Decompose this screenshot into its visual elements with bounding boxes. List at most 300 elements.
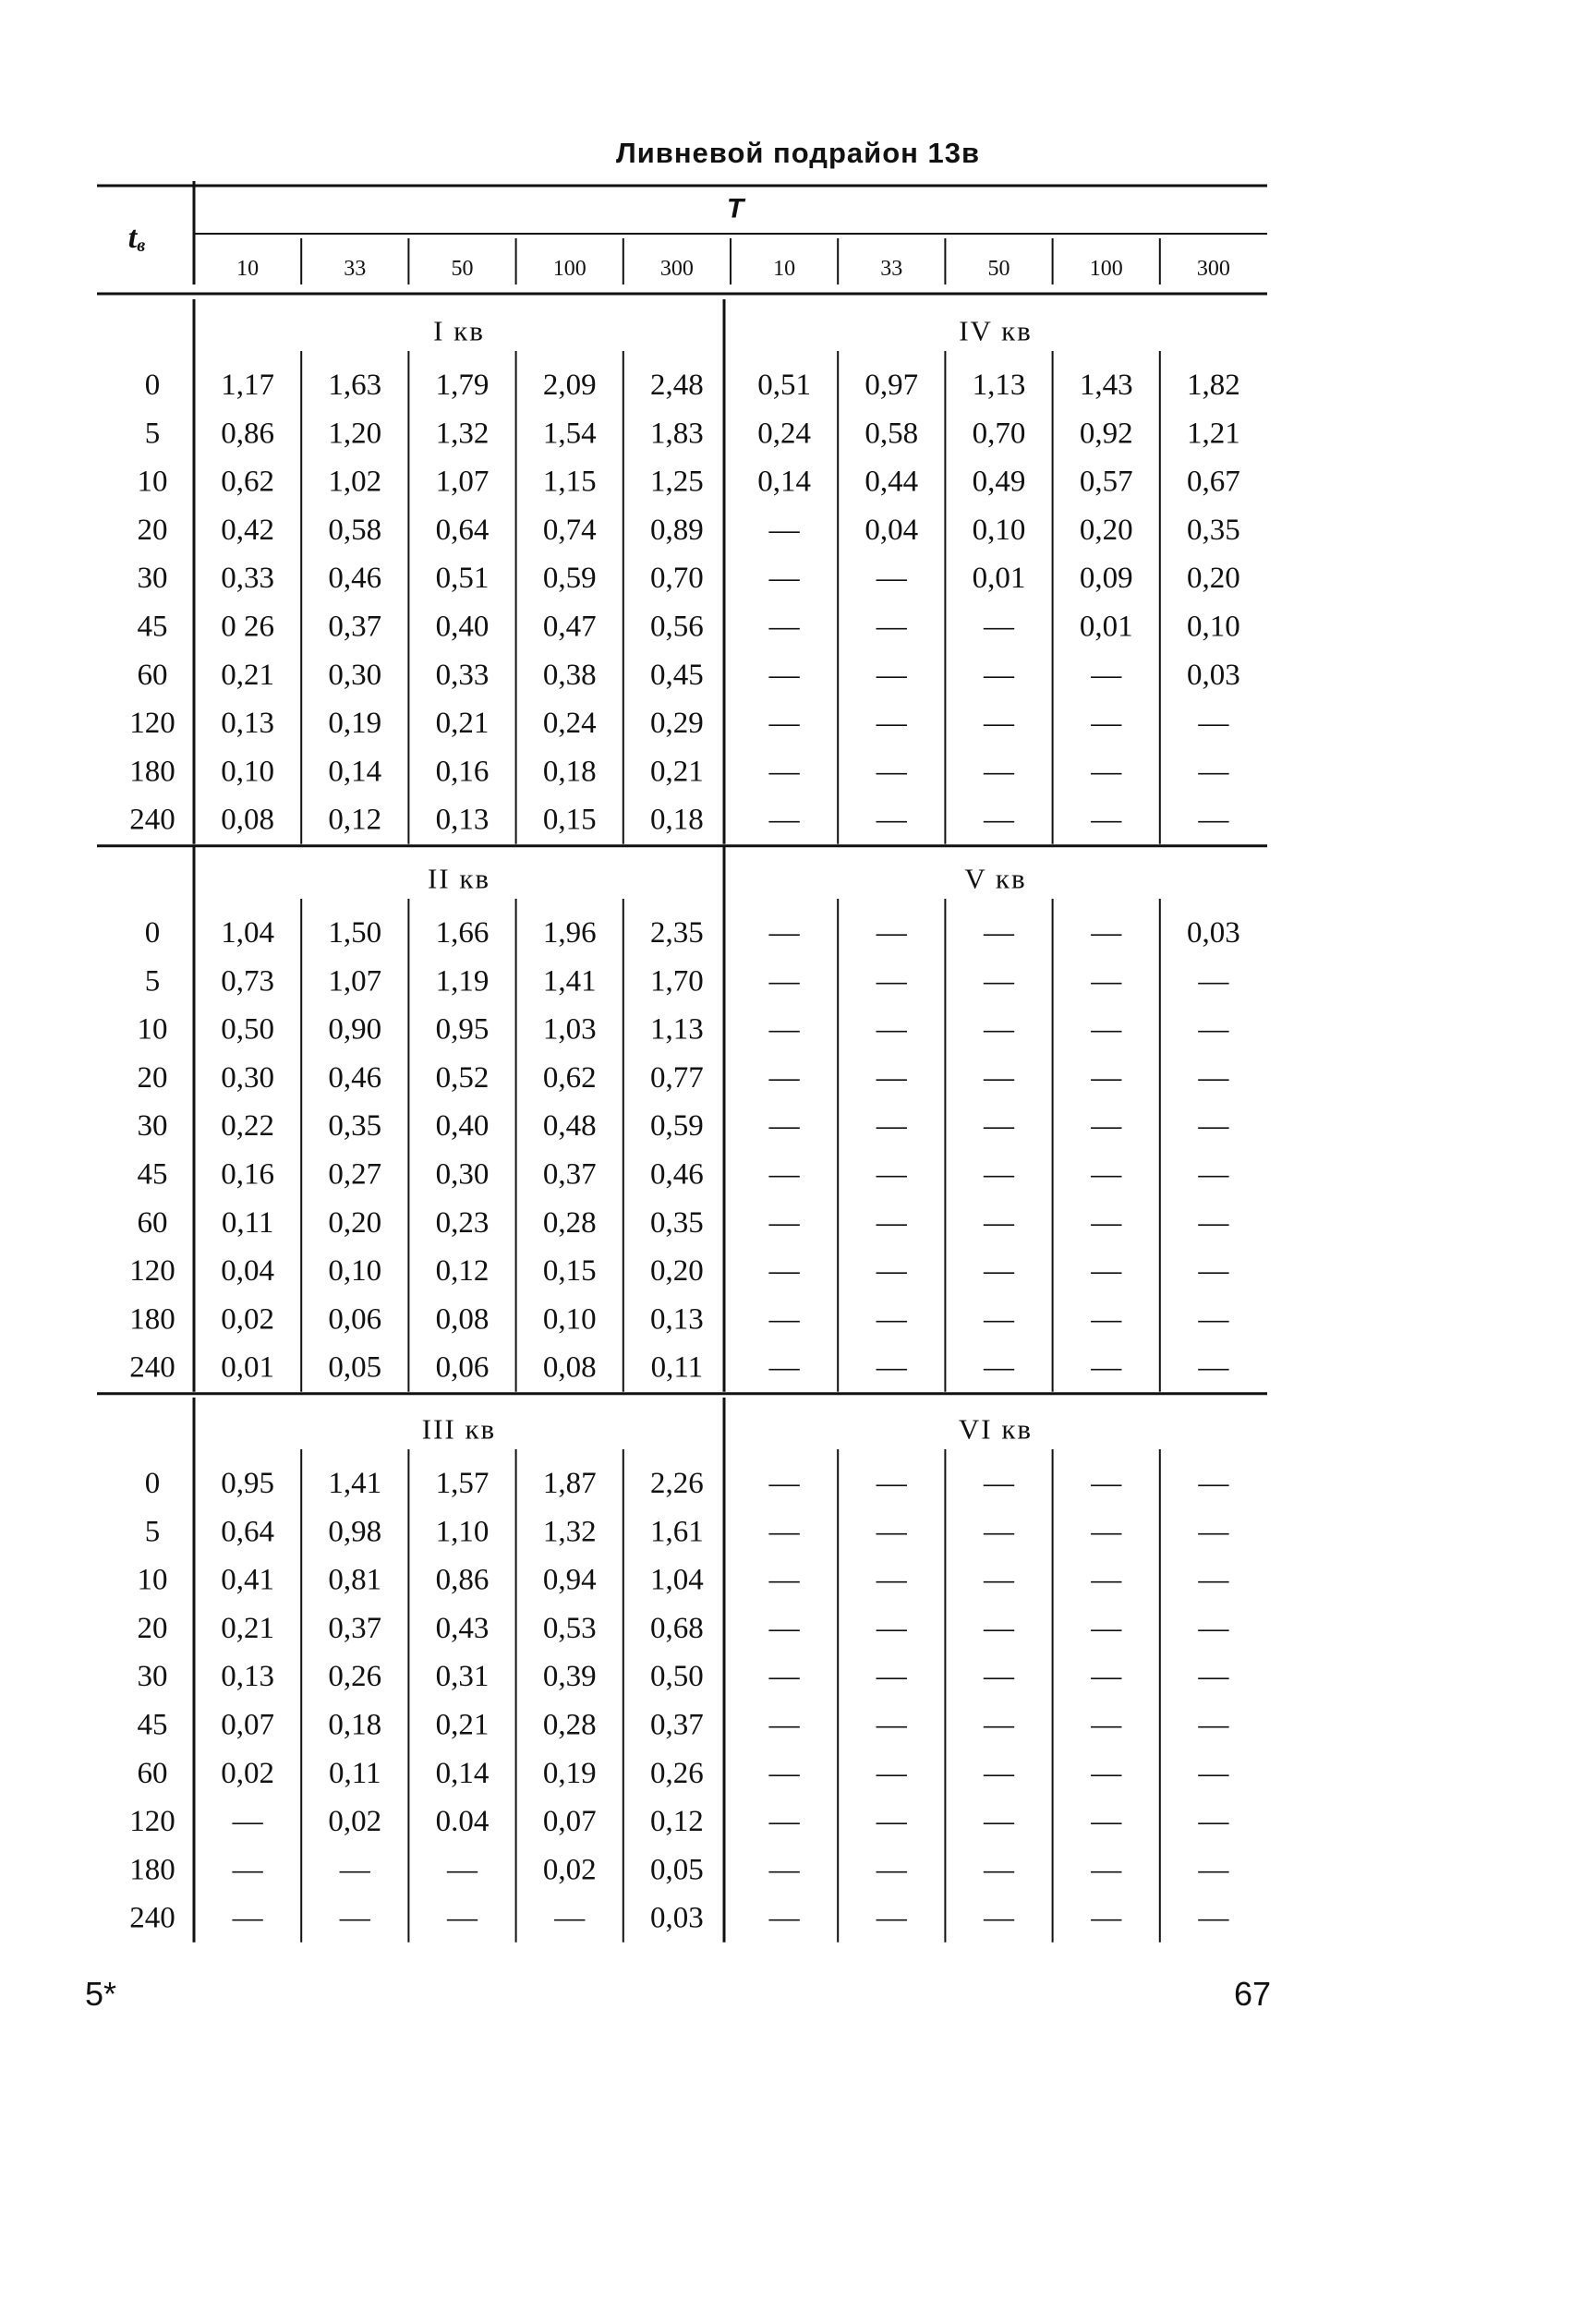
table-cell: — xyxy=(1091,1563,1122,1597)
table-cell: 0,06 xyxy=(328,1302,382,1337)
table-cell: 0,30 xyxy=(328,658,382,692)
table-cell: — xyxy=(1198,1157,1229,1192)
table-cell: — xyxy=(768,1302,800,1337)
table-cell: — xyxy=(1198,1109,1229,1144)
row-value-cell: 45 xyxy=(137,610,168,644)
table-cell: 0,56 xyxy=(650,610,704,644)
table-cell: 1,61 xyxy=(650,1515,704,1549)
quarter-label: VI кв xyxy=(958,1412,1034,1446)
row-value-cell: 60 xyxy=(137,1205,168,1240)
table-cell: 0,30 xyxy=(435,1157,490,1192)
table-cell: — xyxy=(984,1254,1014,1289)
table-cell: 0,20 xyxy=(650,1254,704,1289)
table-cell: 0,14 xyxy=(757,465,811,499)
table-cell: 0,37 xyxy=(650,1708,704,1742)
table-cell: — xyxy=(876,964,907,999)
table-cell: — xyxy=(1198,1205,1229,1240)
table-cell: 1,19 xyxy=(435,964,490,999)
table-cell: 1,50 xyxy=(328,916,382,950)
table-cell: — xyxy=(768,1157,800,1192)
table-cell: — xyxy=(768,916,800,950)
table-cell: — xyxy=(984,1853,1014,1887)
table-cell: 0,46 xyxy=(650,1157,704,1192)
table-cell: — xyxy=(1198,1805,1229,1839)
table-cell: 2,35 xyxy=(650,916,704,950)
row-label-header: $t_в$ xyxy=(127,220,146,256)
table-cell: — xyxy=(876,1515,907,1549)
table-cell: 0,57 xyxy=(1079,465,1133,499)
table-cell: — xyxy=(1198,1611,1229,1645)
table-cell: 0,13 xyxy=(221,707,274,741)
table-cell: 0,47 xyxy=(542,610,597,644)
row-value-cell: 120 xyxy=(129,1254,175,1289)
table-cell: 0,08 xyxy=(435,1302,490,1337)
table-cell: — xyxy=(984,610,1014,644)
table-cell: — xyxy=(1198,1302,1229,1337)
table-cell: 1,07 xyxy=(328,964,382,999)
table-cell: 1,04 xyxy=(650,1563,704,1597)
quarter-label: III кв xyxy=(421,1412,497,1446)
table-cell: — xyxy=(768,513,800,547)
table-cell: 1,25 xyxy=(650,465,704,499)
table-cell: 0,59 xyxy=(650,1109,704,1144)
table-cell: 0,50 xyxy=(650,1660,704,1694)
table-cell: — xyxy=(984,1205,1014,1240)
table-cell: 0,26 xyxy=(328,1660,382,1694)
table-cell: 1,96 xyxy=(542,916,597,950)
table-cell: — xyxy=(768,1611,800,1645)
table-cell: 0,33 xyxy=(435,658,490,692)
table-cell: — xyxy=(876,1853,907,1887)
table-cell: — xyxy=(984,658,1014,692)
table-cell: 0,20 xyxy=(1187,562,1240,596)
table-cell: — xyxy=(1198,1708,1229,1742)
table-cell: 0,50 xyxy=(221,1012,274,1047)
table-cell: 0,10 xyxy=(1187,610,1240,644)
row-value-cell: 20 xyxy=(137,513,168,547)
table-cell: 1,82 xyxy=(1187,369,1240,402)
table-cell: 0.04 xyxy=(435,1805,490,1839)
table-cell: 1,83 xyxy=(650,417,704,451)
table-cell: 0,58 xyxy=(864,417,919,451)
table-cell: 1,43 xyxy=(1079,369,1133,402)
row-value-cell: 10 xyxy=(137,465,168,499)
table-cell: — xyxy=(876,610,907,644)
table-cell: 0,10 xyxy=(328,1254,382,1289)
table-cell: — xyxy=(876,1467,907,1500)
table-cell: 0,51 xyxy=(435,562,490,596)
table-cell: 0,12 xyxy=(435,1254,490,1289)
table-cell: — xyxy=(1091,1708,1122,1742)
table-cell: 0,12 xyxy=(328,803,382,837)
table-cell: — xyxy=(984,1157,1014,1192)
table-cell: 1,63 xyxy=(328,369,382,402)
table-cell: — xyxy=(1198,1901,1229,1935)
table-cell: 0,95 xyxy=(435,1012,490,1047)
table-cell: 0,14 xyxy=(435,1756,490,1790)
table-cell: — xyxy=(768,658,800,692)
table-cell: 0,15 xyxy=(542,803,597,837)
table-cell: — xyxy=(339,1853,370,1887)
row-value-cell: 30 xyxy=(137,562,168,596)
table-cell: 0,10 xyxy=(972,513,1026,547)
row-value-cell: 60 xyxy=(137,658,168,692)
table-cell: 0,01 xyxy=(221,1350,274,1385)
table-cell: 0,38 xyxy=(542,658,597,692)
period-header: 33 xyxy=(344,257,367,281)
table-cell: — xyxy=(876,803,907,837)
row-value-cell: 45 xyxy=(137,1157,168,1192)
table-cell: — xyxy=(768,1254,800,1289)
table-cell: — xyxy=(768,1901,800,1935)
table-cell: 0,41 xyxy=(221,1563,274,1597)
table-cell: — xyxy=(876,1901,907,1935)
table-cell: — xyxy=(1198,1060,1229,1095)
table-cell: 0,42 xyxy=(221,513,274,547)
table-cell: 1,32 xyxy=(435,417,490,451)
table-cell: 0,26 xyxy=(650,1756,704,1790)
table-cell: — xyxy=(1091,1756,1122,1790)
table-cell: — xyxy=(1091,1660,1122,1694)
page-title: Ливневой подрайон 13в xyxy=(615,137,981,169)
table-cell: — xyxy=(1198,1467,1229,1500)
table-cell: — xyxy=(876,1708,907,1742)
table-cell: — xyxy=(1091,1109,1122,1144)
table-cell: — xyxy=(984,1012,1014,1047)
table-cell: 0,15 xyxy=(542,1254,597,1289)
table-cell: — xyxy=(1091,1901,1122,1935)
table-cell: — xyxy=(339,1901,370,1935)
table-cell: 0,77 xyxy=(650,1060,704,1095)
row-value-cell: 10 xyxy=(137,1012,168,1047)
table-cell: — xyxy=(1091,1467,1122,1500)
table-cell: — xyxy=(876,1805,907,1839)
table-cell: 1,07 xyxy=(435,465,490,499)
table-cell: — xyxy=(1091,964,1122,999)
table-cell: 0,20 xyxy=(1079,513,1133,547)
table-cell: — xyxy=(984,916,1014,950)
table-cell: 0,13 xyxy=(650,1302,704,1337)
table-cell: 0,19 xyxy=(542,1756,597,1790)
table-cell: 0,03 xyxy=(650,1901,704,1935)
table-cell: 0,37 xyxy=(542,1157,597,1192)
table-cell: — xyxy=(876,1254,907,1289)
table-cell: — xyxy=(768,755,800,789)
period-header: 50 xyxy=(451,257,474,281)
table-cell: — xyxy=(1091,707,1122,741)
table-cell: 0,73 xyxy=(221,964,274,999)
table-cell: 0,46 xyxy=(328,562,382,596)
table-cell: 0,81 xyxy=(328,1563,382,1597)
table-cell: 0,11 xyxy=(329,1756,381,1790)
table-cell: — xyxy=(876,916,907,950)
table-cell: 0,89 xyxy=(650,513,704,547)
table-cell: 0,14 xyxy=(328,755,382,789)
row-value-cell: 240 xyxy=(129,1350,175,1385)
table-cell: — xyxy=(1091,658,1122,692)
table-cell: — xyxy=(447,1901,478,1935)
table-cell: 0,51 xyxy=(757,369,811,402)
quarter-label: I кв xyxy=(433,314,485,347)
table-cell: — xyxy=(768,1012,800,1047)
table-cell: — xyxy=(768,964,800,999)
table-cell: 0,21 xyxy=(435,1708,490,1742)
table-cell: 0,97 xyxy=(864,369,919,402)
table-cell: 0,68 xyxy=(650,1611,704,1645)
table-cell: 0,86 xyxy=(221,417,274,451)
row-value-cell: 180 xyxy=(129,1853,175,1887)
table-cell: 2,09 xyxy=(542,369,597,402)
table-cell: 0,29 xyxy=(650,707,704,741)
table-cell: 0,18 xyxy=(542,755,597,789)
table-cell: 1,66 xyxy=(435,916,490,950)
table-cell: 1,41 xyxy=(328,1467,382,1500)
quarter-label: V кв xyxy=(964,862,1027,895)
table-cell: — xyxy=(1091,1515,1122,1549)
table-cell: 1,54 xyxy=(542,417,597,451)
table-cell: 0,67 xyxy=(1187,465,1240,499)
table-cell: 0,98 xyxy=(328,1515,382,1549)
table-cell: 0,18 xyxy=(650,803,704,837)
table-cell: — xyxy=(232,1805,263,1839)
table-cell: — xyxy=(554,1901,586,1935)
period-header: 100 xyxy=(552,257,586,281)
table-cell: 0,64 xyxy=(221,1515,274,1549)
table-cell: — xyxy=(876,1302,907,1337)
table-cell: — xyxy=(768,610,800,644)
quarter-label: IV кв xyxy=(959,314,1033,347)
table-cell: — xyxy=(1198,1756,1229,1790)
row-value-cell: 0 xyxy=(144,369,161,402)
table-cell: 0,59 xyxy=(542,562,597,596)
table-cell: 0,30 xyxy=(221,1060,274,1095)
table-cell: — xyxy=(876,1563,907,1597)
table-cell: 0,92 xyxy=(1079,417,1133,451)
table-cell: 0,95 xyxy=(221,1467,274,1500)
table-cell: 1,20 xyxy=(328,417,382,451)
table-cell: — xyxy=(1091,803,1122,837)
table-cell: 0,40 xyxy=(435,1109,490,1144)
table-cell: 0,19 xyxy=(328,707,382,741)
table-cell: — xyxy=(1198,803,1229,837)
table-cell: 0,37 xyxy=(328,1611,382,1645)
table-cell: — xyxy=(876,1060,907,1095)
period-header: 100 xyxy=(1089,257,1123,281)
row-value-cell: 20 xyxy=(137,1611,168,1645)
row-value-cell: 0 xyxy=(144,1467,161,1500)
table-cell: 0,74 xyxy=(542,513,597,547)
table-cell: — xyxy=(876,1109,907,1144)
row-value-cell: 30 xyxy=(137,1660,168,1694)
table-cell: — xyxy=(1091,1302,1122,1337)
table-cell: — xyxy=(768,1563,800,1597)
row-value-cell: 180 xyxy=(129,1302,175,1337)
table-cell: — xyxy=(232,1853,263,1887)
table-cell: 0,86 xyxy=(435,1563,490,1597)
table-cell: 0,40 xyxy=(435,610,490,644)
table-cell: 0,01 xyxy=(972,562,1026,596)
row-value-cell: 60 xyxy=(137,1756,168,1790)
row-value-cell: 240 xyxy=(129,803,175,837)
table-cell: — xyxy=(1198,1254,1229,1289)
table-cell: — xyxy=(1091,1853,1122,1887)
table-cell: 0,21 xyxy=(435,707,490,741)
table-cell: 0,13 xyxy=(221,1660,274,1694)
table-cell: 0,03 xyxy=(1187,658,1240,692)
table-cell: — xyxy=(768,1805,800,1839)
table-cell: 0,12 xyxy=(650,1805,704,1839)
table-cell: 0,02 xyxy=(221,1756,274,1790)
table-cell: — xyxy=(984,803,1014,837)
table-cell: — xyxy=(1091,1805,1122,1839)
table-cell: — xyxy=(447,1853,478,1887)
table-cell: 1,41 xyxy=(542,964,597,999)
table-cell: 0,37 xyxy=(328,610,382,644)
period-header: 300 xyxy=(1196,257,1230,281)
table-cell: 0,13 xyxy=(435,803,490,837)
table-cell: — xyxy=(1198,755,1229,789)
table-cell: 0,35 xyxy=(328,1109,382,1144)
table-cell: — xyxy=(1198,1350,1229,1385)
table-cell: — xyxy=(1198,707,1229,741)
table-cell: 1,15 xyxy=(542,465,597,499)
table-cell: — xyxy=(1091,1012,1122,1047)
table-cell: 0,08 xyxy=(221,803,274,837)
table-cell: — xyxy=(984,1302,1014,1337)
table-cell: — xyxy=(1091,1060,1122,1095)
quarter-label: II кв xyxy=(427,862,491,895)
table-cell: 1,10 xyxy=(435,1515,490,1549)
table-cell: — xyxy=(1198,1012,1229,1047)
table-cell: 0,70 xyxy=(972,417,1026,451)
row-value-cell: 120 xyxy=(129,1805,175,1839)
table-cell: 1,13 xyxy=(972,369,1026,402)
table-cell: 0,16 xyxy=(435,755,490,789)
table-cell: 0,35 xyxy=(650,1205,704,1240)
table-cell: 0,04 xyxy=(864,513,919,547)
table-cell: — xyxy=(768,1205,800,1240)
period-header: 50 xyxy=(987,257,1010,281)
table-cell: — xyxy=(876,1012,907,1047)
table-cell: — xyxy=(1091,755,1122,789)
table-cell: — xyxy=(876,1611,907,1645)
table-cell: — xyxy=(984,1060,1014,1095)
table-cell: — xyxy=(876,1660,907,1694)
table-cell: 0,39 xyxy=(542,1660,597,1694)
table-cell: 0,20 xyxy=(328,1205,382,1240)
table-cell: 0,21 xyxy=(221,658,274,692)
table-cell: 0,23 xyxy=(435,1205,490,1240)
table-cell: — xyxy=(984,1901,1014,1935)
table-cell: — xyxy=(1091,1254,1122,1289)
table-cell: 0,28 xyxy=(542,1708,597,1742)
table-cell: 0,94 xyxy=(542,1563,597,1597)
period-header: 33 xyxy=(880,257,903,281)
table-cell: 1,13 xyxy=(650,1012,704,1047)
table-cell: 0,18 xyxy=(328,1708,382,1742)
col-group-header: T xyxy=(726,193,744,224)
period-header: 10 xyxy=(773,257,796,281)
table-cell: — xyxy=(984,1563,1014,1597)
table-cell: — xyxy=(1198,1853,1229,1887)
table-cell: 0,02 xyxy=(221,1302,274,1337)
row-value-cell: 5 xyxy=(144,1515,161,1549)
table-cell: 1,79 xyxy=(435,369,490,402)
table-cell: — xyxy=(1198,1563,1229,1597)
table-cell: 0,10 xyxy=(542,1302,597,1337)
row-value-cell: 180 xyxy=(129,755,175,789)
table-cell: 1,32 xyxy=(542,1515,597,1549)
table-cell: 0,05 xyxy=(650,1853,704,1887)
table-cell: — xyxy=(1091,1157,1122,1192)
table-cell: — xyxy=(768,1060,800,1095)
table-cell: 2,48 xyxy=(650,369,704,402)
table-cell: 1,21 xyxy=(1187,417,1240,451)
row-value-cell: 45 xyxy=(137,1708,168,1742)
table-cell: — xyxy=(768,1708,800,1742)
period-header: 10 xyxy=(236,257,260,281)
table-cell: 0,04 xyxy=(221,1254,274,1289)
table-cell: — xyxy=(1091,1350,1122,1385)
table-cell: — xyxy=(768,1660,800,1694)
table-cell: 1,70 xyxy=(650,964,704,999)
table-cell: 0 26 xyxy=(221,610,274,644)
table-cell: — xyxy=(984,1708,1014,1742)
table-cell: 0,58 xyxy=(328,513,382,547)
table-cell: — xyxy=(768,1109,800,1144)
table-cell: 0,48 xyxy=(542,1109,597,1144)
table-cell: 1,87 xyxy=(542,1467,597,1500)
table-cell: 0,62 xyxy=(542,1060,597,1095)
table-cell: — xyxy=(876,755,907,789)
table-cell: 1,57 xyxy=(435,1467,490,1500)
table-cell: 0,35 xyxy=(1187,513,1240,547)
table-cell: — xyxy=(768,1467,800,1500)
table-cell: 0,90 xyxy=(328,1012,382,1047)
table-cell: — xyxy=(984,1611,1014,1645)
table-cell: — xyxy=(1198,1660,1229,1694)
row-value-cell: 0 xyxy=(144,916,161,950)
table-cell: — xyxy=(768,1853,800,1887)
table-cell: 0,10 xyxy=(221,755,274,789)
table-cell: — xyxy=(984,1660,1014,1694)
table-cell: 0,43 xyxy=(435,1611,490,1645)
row-value-cell: 20 xyxy=(137,1060,168,1095)
table-cell: — xyxy=(768,1515,800,1549)
table-cell: 0,22 xyxy=(221,1109,274,1144)
table-cell: 0,49 xyxy=(972,465,1026,499)
table-cell: 0,06 xyxy=(435,1350,490,1385)
table-cell: 0,28 xyxy=(542,1205,597,1240)
table-cell: — xyxy=(984,1467,1014,1500)
table-cell: 1,17 xyxy=(221,369,274,402)
table-cell: 0,07 xyxy=(542,1805,597,1839)
table-cell: 0,24 xyxy=(542,707,597,741)
table-cell: 0,70 xyxy=(650,562,704,596)
table-cell: 1,02 xyxy=(328,465,382,499)
period-header: 300 xyxy=(659,257,694,281)
table-cell: 0,11 xyxy=(221,1205,274,1240)
table-cell: 0,16 xyxy=(221,1157,274,1192)
table-cell: — xyxy=(768,1756,800,1790)
page-number: 67 xyxy=(1234,1975,1272,2013)
table-cell: 0,11 xyxy=(650,1350,704,1385)
table-cell: 1,03 xyxy=(542,1012,597,1047)
table-cell: 0,33 xyxy=(221,562,274,596)
table-cell: 2,26 xyxy=(650,1467,704,1500)
row-value-cell: 240 xyxy=(129,1901,175,1935)
row-value-cell: 10 xyxy=(137,1563,168,1597)
